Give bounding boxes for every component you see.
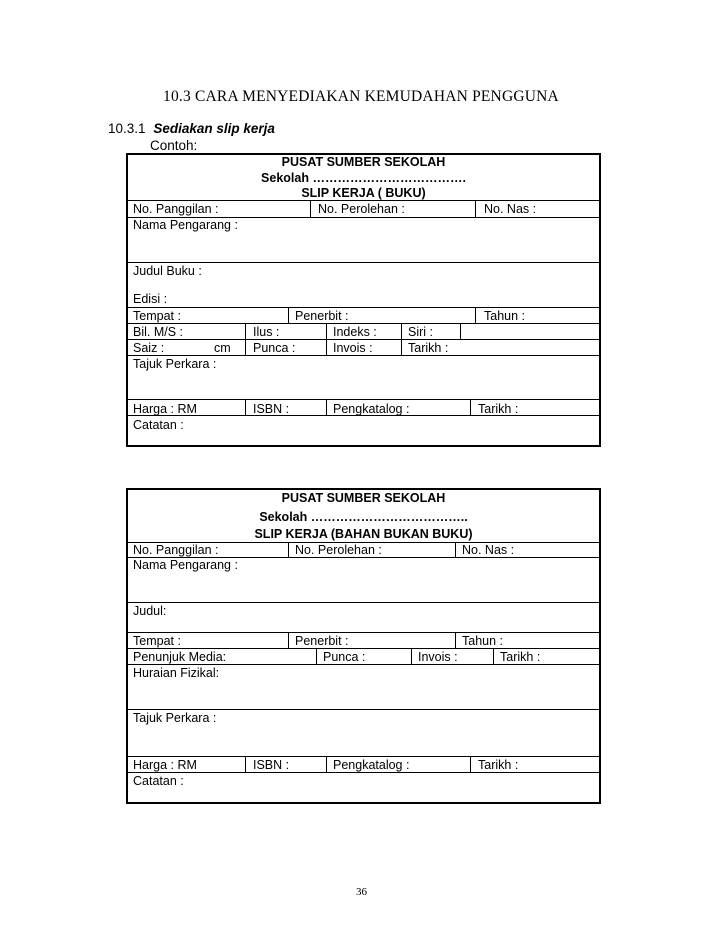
divider bbox=[470, 756, 471, 772]
subsection-number: 10.3.1 bbox=[108, 121, 146, 136]
slip1-pengkatalog: Pengkatalog : bbox=[333, 402, 410, 416]
divider bbox=[245, 756, 246, 772]
divider bbox=[288, 307, 289, 323]
slip1-school: Sekolah ………………………………. bbox=[261, 171, 466, 185]
divider bbox=[475, 307, 476, 323]
slip2-invois: Invois : bbox=[418, 650, 458, 664]
slip2-no-panggilan: No. Panggilan : bbox=[133, 543, 219, 557]
subsection-heading bbox=[108, 121, 275, 136]
divider bbox=[316, 648, 317, 664]
slip1-catatan: Catatan : bbox=[133, 418, 184, 432]
divider bbox=[288, 632, 289, 648]
divider bbox=[310, 200, 311, 217]
divider bbox=[126, 772, 601, 773]
slip2-catatan: Catatan : bbox=[133, 774, 184, 788]
slip2-punca: Punca : bbox=[323, 650, 366, 664]
divider bbox=[326, 756, 327, 772]
divider bbox=[126, 399, 601, 400]
slip2-judul: Judul: bbox=[133, 604, 167, 618]
slip1-isbn: ISBN : bbox=[253, 402, 290, 416]
slip2-harga: Harga : RM bbox=[133, 758, 197, 772]
slip2-no-nas: No. Nas : bbox=[462, 543, 515, 557]
slip2-school: Sekolah ……………………………….. bbox=[259, 510, 468, 524]
slip1-tahun: Tahun : bbox=[484, 309, 526, 323]
slip1-edisi: Edisi : bbox=[133, 292, 168, 306]
slip1-cm: cm bbox=[214, 341, 231, 355]
divider bbox=[126, 200, 601, 201]
slip1-judul-buku: Judul Buku : bbox=[133, 264, 202, 278]
slip1-org: PUSAT SUMBER SEKOLAH bbox=[281, 155, 446, 169]
divider bbox=[126, 664, 601, 665]
divider bbox=[126, 307, 601, 308]
slip1-bil-ms: Bil. M/S : bbox=[133, 325, 184, 339]
divider bbox=[493, 648, 494, 664]
divider bbox=[455, 632, 456, 648]
section-heading: 10.3 CARA MENYEDIAKAN KEMUDAHAN PENGGUNA bbox=[163, 88, 559, 105]
slip1-tarikh2: Tarikh : bbox=[478, 402, 519, 416]
slip1-indeks: Indeks : bbox=[333, 325, 377, 339]
slip1-no-perolehan: No. Perolehan : bbox=[318, 202, 405, 216]
slip2-tarikh: Tarikh : bbox=[500, 650, 541, 664]
slip1-no-panggilan: No. Panggilan : bbox=[133, 202, 219, 216]
slip1-no-nas: No. Nas : bbox=[484, 202, 537, 216]
slip1-siri: Siri : bbox=[408, 325, 433, 339]
divider bbox=[455, 542, 456, 557]
divider bbox=[126, 355, 601, 356]
divider bbox=[245, 399, 246, 415]
slip2-penerbit: Penerbit : bbox=[295, 634, 349, 648]
divider bbox=[460, 323, 461, 339]
slip1-saiz: Saiz : bbox=[133, 341, 165, 355]
divider bbox=[126, 709, 601, 710]
slip1-title: SLIP KERJA ( BUKU) bbox=[301, 186, 426, 200]
slip1-ilus: Ilus : bbox=[253, 325, 280, 339]
divider bbox=[126, 339, 601, 340]
slip2-pengkatalog: Pengkatalog : bbox=[333, 758, 410, 772]
divider bbox=[126, 323, 601, 324]
slip2-huraian-fizikal: Huraian Fizikal: bbox=[133, 666, 220, 680]
slip1-nama-pengarang: Nama Pengarang : bbox=[133, 218, 238, 232]
page-number: 36 bbox=[356, 886, 367, 898]
divider bbox=[126, 756, 601, 757]
slip1-tajuk-perkara: Tajuk Perkara : bbox=[133, 357, 217, 371]
slip2-tahun: Tahun : bbox=[462, 634, 504, 648]
slip2-org: PUSAT SUMBER SEKOLAH bbox=[281, 491, 446, 505]
slip2-penunjuk-media: Penunjuk Media: bbox=[133, 650, 227, 664]
subsection-title: Sediakan slip kerja bbox=[153, 121, 275, 136]
divider bbox=[326, 399, 327, 415]
divider bbox=[411, 648, 412, 664]
slip2-tarikh2: Tarikh : bbox=[478, 758, 519, 772]
slip2-tajuk-perkara: Tajuk Perkara : bbox=[133, 711, 217, 725]
divider bbox=[475, 200, 476, 217]
slip1-tempat: Tempat : bbox=[133, 309, 181, 323]
divider bbox=[288, 542, 289, 557]
slip2-title: SLIP KERJA (BAHAN BUKAN BUKU) bbox=[254, 527, 473, 541]
divider bbox=[470, 399, 471, 415]
slip1-tarikh: Tarikh : bbox=[408, 341, 449, 355]
slip2-isbn: ISBN : bbox=[253, 758, 290, 772]
divider bbox=[126, 415, 601, 416]
slip2-nama-pengarang: Nama Pengarang : bbox=[133, 558, 238, 572]
contoh-label: Contoh: bbox=[150, 138, 198, 153]
divider bbox=[126, 602, 601, 603]
slip2-tempat: Tempat : bbox=[133, 634, 181, 648]
slip2-no-perolehan: No. Perolehan : bbox=[295, 543, 382, 557]
slip1-penerbit: Penerbit : bbox=[295, 309, 349, 323]
slip1-punca: Punca : bbox=[253, 341, 296, 355]
divider bbox=[126, 262, 601, 263]
slip1-invois: Invois : bbox=[333, 341, 373, 355]
divider bbox=[126, 632, 601, 633]
divider bbox=[126, 648, 601, 649]
slip1-harga: Harga : RM bbox=[133, 402, 197, 416]
